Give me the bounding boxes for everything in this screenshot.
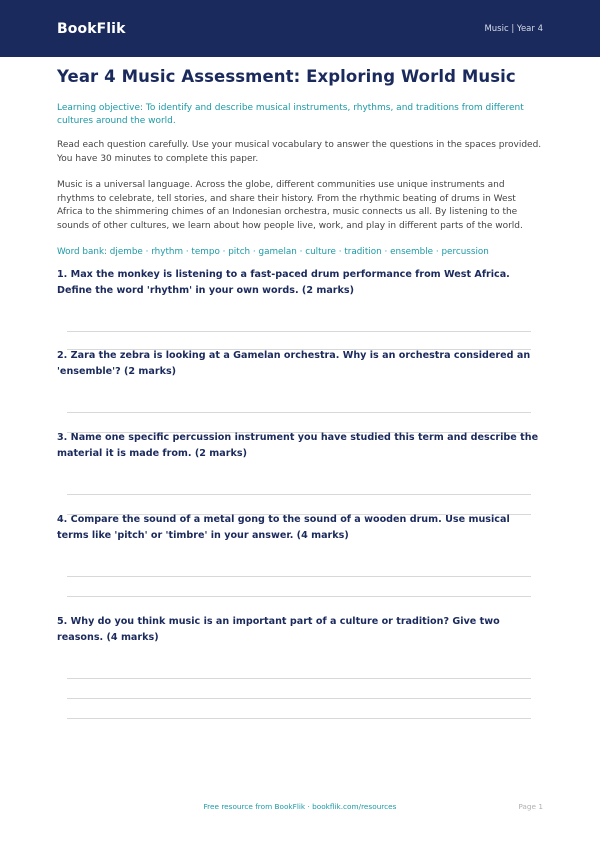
question-2: 2. Zara the zebra is looking at a Gamelan orchestra. Why is an orchestra considered an 'ensemble'? (2 marks) <box>57 350 531 377</box>
instructions-text: Read each question carefully. Use your musical vocabulary to answer the questions in the spaces provided. You have 30 minutes to complete this paper. <box>57 140 542 164</box>
subject-label: Music | Year 4 <box>484 23 543 34</box>
answer-line[interactable] <box>67 576 531 577</box>
header-bar <box>0 0 600 57</box>
page-title: Year 4 Music Assessment: Exploring World Music <box>57 67 516 86</box>
brand-logo: BookFlik <box>57 20 126 37</box>
word-bank: Word bank: djembe · rhythm · tempo · pitch · gamelan · culture · tradition · ensemble · percussion <box>57 247 489 257</box>
answer-line[interactable] <box>67 698 531 699</box>
answer-line[interactable] <box>67 494 531 495</box>
footer-credit: Free resource from BookFlik · bookflik.com/resources <box>203 802 397 811</box>
answer-line[interactable] <box>67 678 531 679</box>
page-number: Page 1 <box>518 802 543 811</box>
learning-objective: Learning objective: To identify and describe musical instruments, rhythms, and traditions from different cultures around the world. <box>57 103 524 126</box>
answer-line[interactable] <box>67 412 531 413</box>
answer-line[interactable] <box>67 331 531 332</box>
answer-line[interactable] <box>67 718 531 719</box>
question-4: 4. Compare the sound of a metal gong to the sound of a wooden drum. Use musical terms like 'pitch' or 'timbre' in your answer. (4 marks) <box>57 514 510 541</box>
question-3: 3. Name one specific percussion instrument you have studied this term and describe the material it is made from. (2 marks) <box>57 432 539 459</box>
question-5: 5. Why do you think music is an important part of a culture or tradition? Give two reasons. (4 marks) <box>57 616 500 643</box>
question-1: 1. Max the monkey is listening to a fast-paced drum performance from West Africa. Define the word 'rhythm' in your own words. (2 marks) <box>57 269 510 296</box>
intro-section <box>57 66 543 259</box>
answer-line[interactable] <box>67 596 531 597</box>
intro-paragraph: Music is a universal language. Across the globe, different communities use unique instruments and rhythms to celebrate, tell stories, and share their history. From the rhythmic beating of drums in West Africa to the shimmering chimes of an Indonesian orchestra, music connects us all. By listening to the sounds of other cultures, we learn about how people live, work, and play in different parts of the world. <box>57 180 523 231</box>
